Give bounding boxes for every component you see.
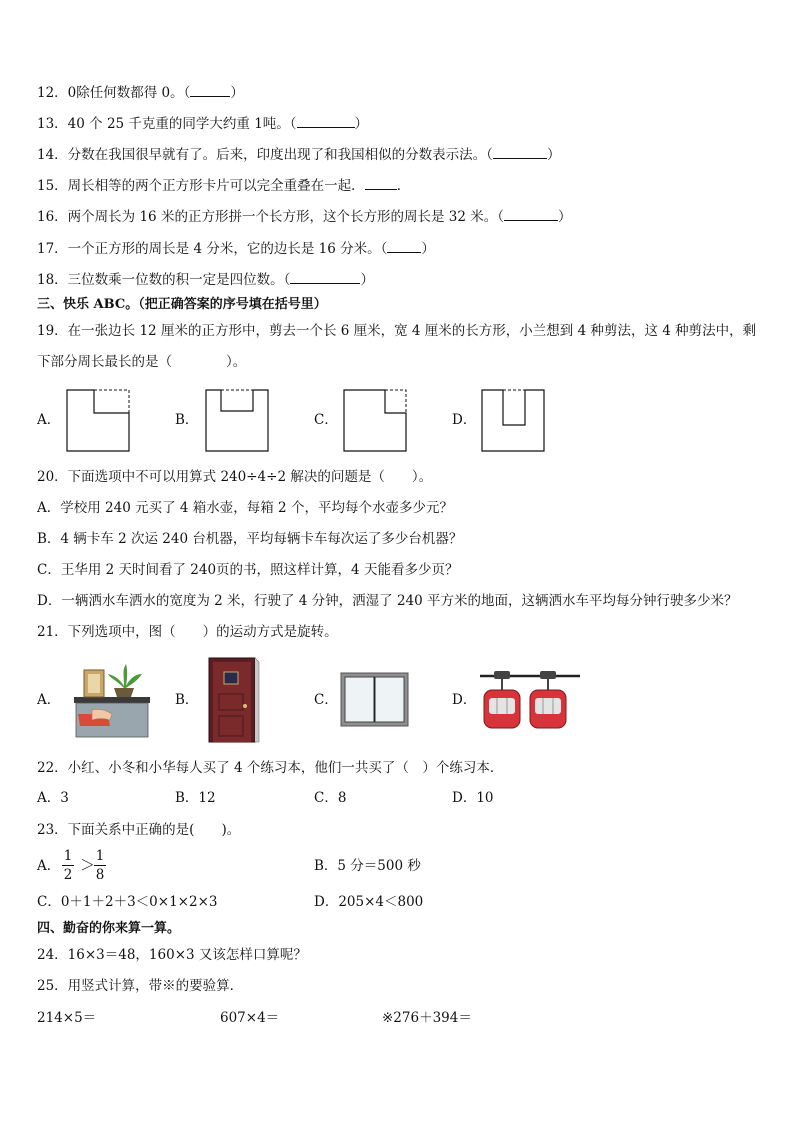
q19-figure-a: [66, 389, 132, 453]
question-text: 13．40 个 25 千克重的同学大约重 1吨。（: [37, 116, 297, 132]
question-tail: ）: [546, 147, 561, 163]
question-14: [37, 146, 560, 163]
q19-figure-d: [481, 389, 547, 453]
question-22-stem: 22．小红、小冬和小华每人买了 4 个练习本，他们一共买了（ ）个练习本．: [37, 760, 504, 776]
q19-figure-c: [343, 389, 409, 453]
denominator: 8: [95, 867, 105, 883]
question-13: [37, 115, 368, 132]
denominator: 2: [63, 867, 73, 883]
q21-option-a-label[interactable]: A．: [37, 692, 61, 708]
q21-picture-c-window: [340, 672, 410, 728]
section-4-heading: 四、勤奋的你来算一算。: [37, 921, 181, 936]
q23-option-b[interactable]: B．5 分＝500 秒: [314, 858, 421, 874]
q21-picture-d-cable-cars: [480, 666, 580, 730]
question-tail: ）: [230, 85, 244, 101]
q22-option-a[interactable]: A．3: [37, 790, 69, 806]
fraction-bar: [62, 865, 74, 866]
q21-picture-a-drawer: [70, 662, 154, 738]
answer-blank[interactable]: [504, 208, 558, 221]
q22-option-d[interactable]: D．10: [452, 790, 494, 806]
question-12: [37, 84, 244, 101]
answer-blank[interactable]: [387, 240, 421, 253]
q19-option-a-label[interactable]: A．: [37, 412, 61, 428]
q25-item-1: 214×5＝: [37, 1010, 97, 1026]
answer-blank[interactable]: [493, 146, 547, 159]
q19-option-d-label[interactable]: D．: [452, 412, 477, 428]
question-25-stem: 25．用竖式计算，带※的要验算．: [37, 978, 244, 994]
q23-comparison-sign: ＞: [80, 856, 96, 874]
q23-fraction-2: [94, 848, 106, 883]
q25-item-2: 607×4＝: [220, 1010, 280, 1026]
question-tail: ）: [421, 241, 435, 257]
question-20-stem: 20．下面选项中不可以用算式 240÷4÷2 解决的问题是（ ）。: [37, 469, 433, 485]
answer-blank[interactable]: [297, 115, 355, 128]
answer-blank[interactable]: [290, 271, 360, 284]
q23-fraction-1: [62, 848, 74, 883]
question-21-stem: 21．下列选项中，图（ ）的运动方式是旋转。: [37, 624, 338, 640]
question-15: [37, 177, 410, 194]
answer-blank[interactable]: [365, 177, 397, 190]
q19-option-b-label[interactable]: B．: [175, 412, 199, 428]
fraction-bar: [94, 865, 106, 866]
q19-figure-b: [205, 389, 271, 453]
q20-option-d[interactable]: D．一辆洒水车洒水的宽度为 2 米，行驶了 4 分钟，洒湿了 240 平方米的地面，这辆洒水车平均每分钟行驶多少米？: [37, 593, 738, 609]
answer-blank[interactable]: [190, 84, 230, 97]
question-16: [37, 208, 571, 225]
q19-option-c-label[interactable]: C．: [314, 412, 338, 428]
section-3-heading: 三、快乐 ABC。（把正确答案的序号填在括号里）: [37, 297, 327, 312]
question-18: [37, 271, 374, 288]
question-text: 17．一个正方形的周长是 4 分米，它的边长是 16 分米。（: [37, 241, 388, 257]
question-text: 18．三位数乘一位数的积一定是四位数。（: [37, 272, 291, 288]
q20-option-c[interactable]: C．王华用 2 天时间看了 240页的书，照这样计算，4 天能看多少页？: [37, 562, 459, 578]
question-text: 15．周长相等的两个正方形卡片可以完全重叠在一起．: [37, 178, 365, 194]
q21-option-b-label[interactable]: B．: [175, 692, 199, 708]
q23-option-d[interactable]: D．205×4＜800: [314, 894, 424, 910]
question-24: 24．16×3＝48，160×3 又该怎样口算呢？: [37, 947, 307, 963]
q22-option-b[interactable]: B．12: [175, 790, 216, 806]
question-text: 14．分数在我国很早就有了。后来，印度出现了和我国相似的分数表示法。（: [37, 147, 493, 163]
question-tail: ）: [557, 209, 572, 225]
q23-option-a-label[interactable]: A．: [37, 858, 61, 874]
q21-picture-b-door: [205, 656, 261, 744]
question-17: [37, 240, 435, 257]
q20-option-b[interactable]: B．4 辆卡车 2 次运 240 台机器，平均每辆卡车每次运了多少台机器？: [37, 531, 463, 547]
numerator: 1: [63, 848, 73, 864]
numerator: 1: [95, 848, 105, 864]
q22-option-c[interactable]: C．8: [314, 790, 347, 806]
question-tail: ）: [354, 116, 369, 132]
q21-option-c-label[interactable]: C．: [314, 692, 338, 708]
q20-option-a[interactable]: A．学校用 240 元买了 4 箱水壶，每箱 2 个，平均每个水壶多少元？: [37, 500, 453, 516]
question-23-stem: 23．下面关系中正确的是( )。: [37, 822, 241, 838]
q21-option-d-label[interactable]: D．: [452, 692, 477, 708]
question-tail: ．: [396, 178, 411, 194]
question-tail: ）: [360, 272, 374, 288]
question-text: 12．0除任何数都得 0。（: [37, 85, 191, 101]
question-19-line2: 下部分周长最长的是（ ）。: [37, 354, 247, 370]
q23-option-c[interactable]: C．0＋1＋2＋3＜0×1×2×3: [37, 894, 218, 910]
question-text: 16．两个周长为 16 米的正方形拼一个长方形，这个长方形的周长是 32 米。（: [37, 209, 504, 225]
question-19-line1: 19．在一张边长 12 厘米的正方形中，剪去一个长 6 厘米，宽 4 厘米的长方形，小兰想到 4 种剪法，这 4 种剪法中，剩: [37, 323, 757, 339]
q25-item-3: ※276＋394＝: [382, 1010, 472, 1026]
